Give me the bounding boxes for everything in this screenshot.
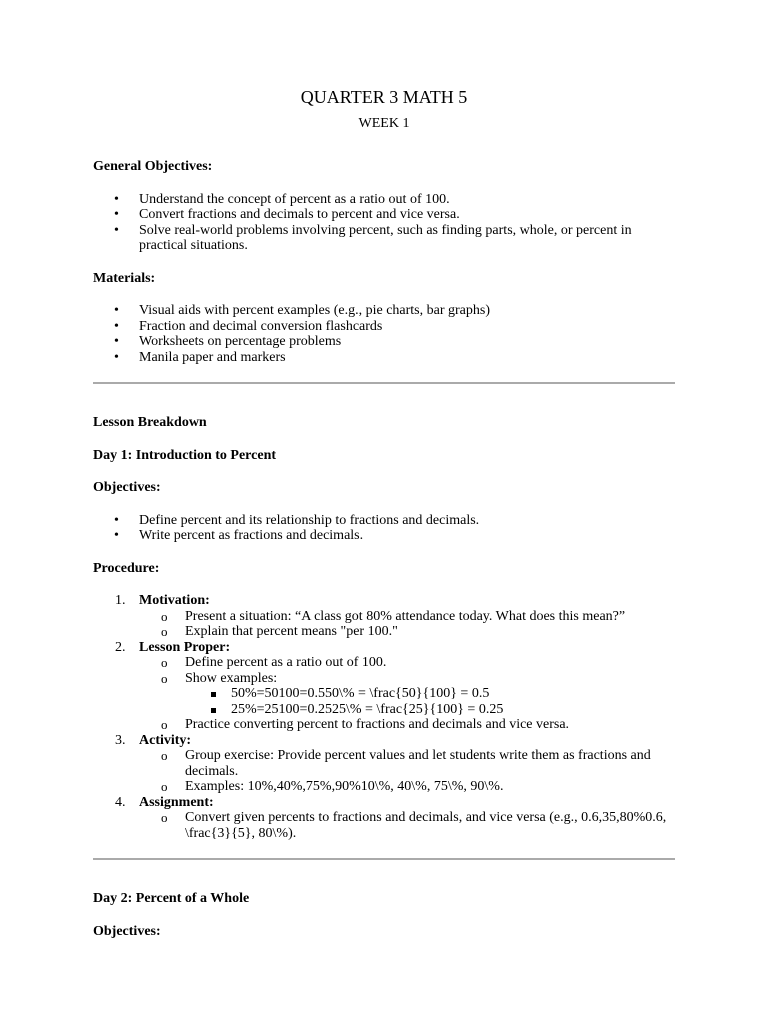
materials-list — [93, 303, 675, 365]
materials-heading: Materials: — [93, 270, 156, 286]
procedure-step-lesson-proper — [93, 640, 675, 733]
motivation-sublist — [139, 609, 675, 640]
list-item-text: Show examples: — [185, 670, 278, 686]
step-number: 1. — [115, 593, 126, 608]
list-item: o Practice converting percent to fractions and decimals and vice versa. — [139, 717, 675, 733]
step-number: 2. — [115, 639, 126, 655]
procedure-step-activity — [93, 733, 675, 795]
examples-sublist — [185, 686, 675, 717]
section-divider — [93, 382, 675, 384]
procedure-step-assignment — [93, 795, 675, 842]
day1-objectives-list — [93, 513, 675, 544]
step-label: Lesson Proper: — [139, 639, 231, 655]
procedure-list — [93, 593, 675, 841]
list-item: o Group exercise: Provide percent values and let students write them as fractions and decimals. — [139, 748, 675, 779]
list-item: o Explain that percent means "per 100." — [139, 624, 675, 640]
list-item: o Present a situation: “A class got 80% attendance today. What does this mean?” — [139, 609, 675, 625]
general-objectives-list — [93, 192, 675, 254]
document-content — [93, 86, 675, 939]
week-label: WEEK 1 — [358, 116, 410, 131]
activity-sublist — [139, 748, 675, 795]
general-objectives-heading: General Objectives: — [93, 159, 213, 174]
section-divider — [93, 858, 675, 860]
list-item: o Define percent as a ratio out of 100. — [139, 655, 675, 671]
list-item: o Convert given percents to fractions and decimals, and vice versa (e.g., 0.6,35,80%0.6, \frac{3}{5}, 80\%). — [139, 810, 675, 841]
list-item: • Convert fractions and decimals to percent and vice versa. — [93, 207, 675, 223]
step-label: Assignment: — [139, 794, 214, 810]
step-label: Motivation: — [139, 593, 210, 608]
list-item: • Worksheets on percentage problems — [93, 334, 675, 350]
list-item: • Write percent as fractions and decimals. — [93, 528, 675, 544]
list-item: • Manila paper and markers — [93, 350, 675, 366]
list-item: • Fraction and decimal conversion flashcards — [93, 319, 675, 335]
list-item: • Define percent and its relationship to fractions and decimals. — [93, 513, 675, 529]
list-item: • Solve real-world problems involving percent, such as finding parts, whole, or percent in practical situations. — [93, 223, 675, 254]
list-item: • Understand the concept of percent as a ratio out of 100. — [93, 192, 675, 208]
list-item: 50%=50100=0.550\% = \frac{50}{100} = 0.5 — [185, 686, 675, 702]
list-item — [139, 671, 675, 718]
day2-objectives-heading: Objectives: — [93, 923, 161, 939]
list-item: 25%=25100=0.2525\% = \frac{25}{100} = 0.25 — [185, 702, 675, 718]
day1-title: Day 1: Introduction to Percent — [93, 447, 277, 463]
document-title: QUARTER 3 MATH 5 — [300, 87, 468, 107]
step-number: 4. — [115, 794, 126, 810]
day1-objectives-heading: Objectives: — [93, 480, 161, 495]
procedure-step-motivation — [93, 593, 675, 640]
day1-procedure-heading: Procedure: — [93, 560, 160, 576]
step-label: Activity: — [139, 732, 192, 748]
lesson-breakdown-heading: Lesson Breakdown — [93, 415, 207, 430]
assignment-sublist — [139, 810, 675, 841]
step-number: 3. — [115, 732, 126, 748]
list-item: o Examples: 10%,40%,75%,90%10\%, 40\%, 75\%, 90\%. — [139, 779, 675, 795]
lesson-proper-sublist — [139, 655, 675, 733]
list-item: • Visual aids with percent examples (e.g., pie charts, bar graphs) — [93, 303, 675, 319]
day2-title: Day 2: Percent of a Whole — [93, 891, 250, 906]
